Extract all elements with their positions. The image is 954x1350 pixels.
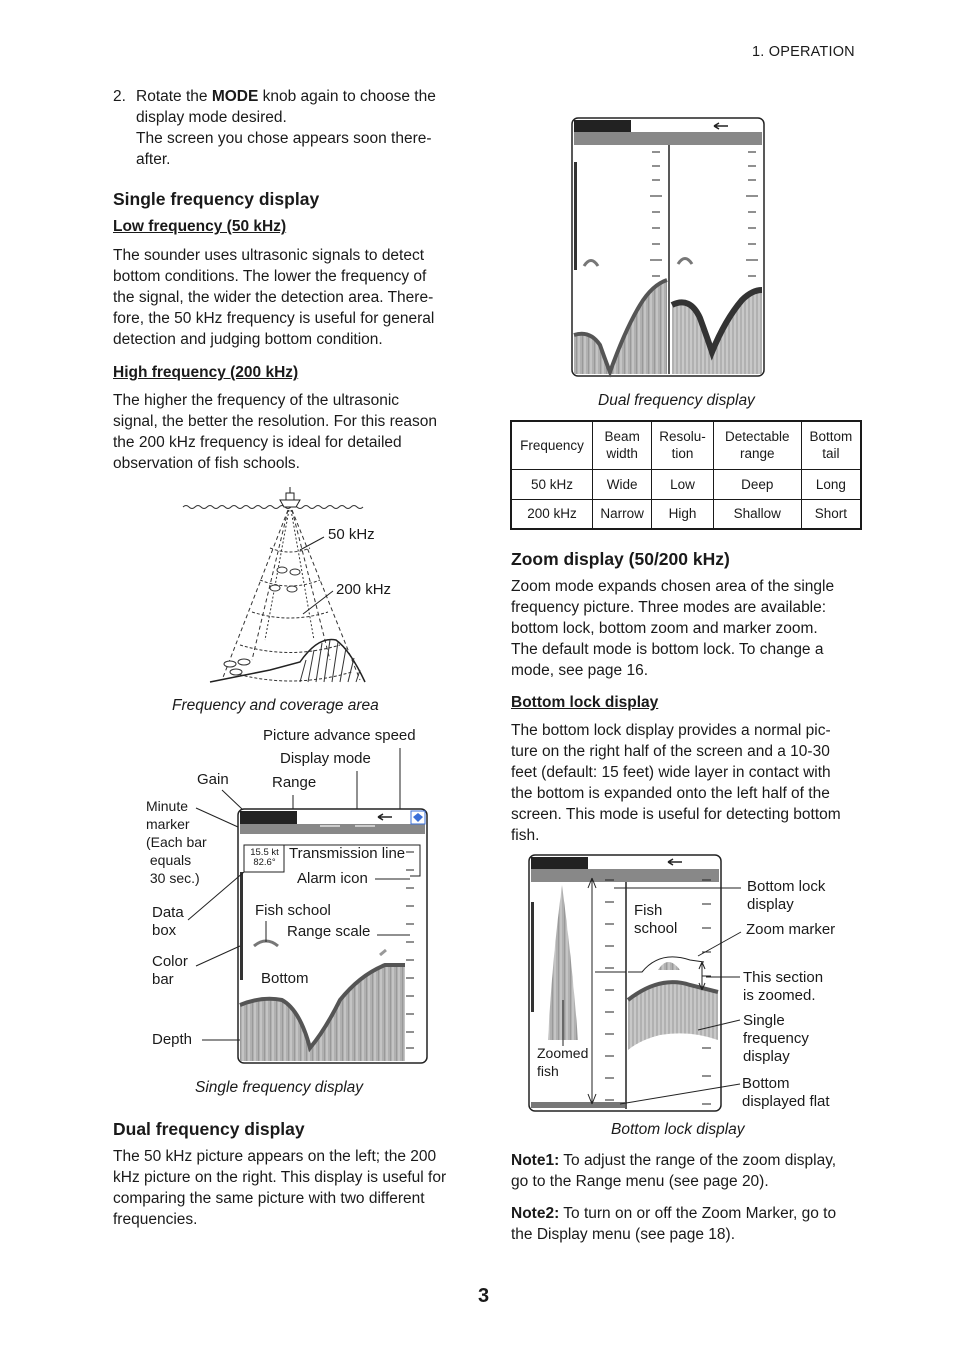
table-header-cell: Bottom tail <box>801 421 861 469</box>
table-cell: High <box>652 499 713 529</box>
table-cell: 50 kHz <box>511 469 593 499</box>
label-gain: Gain <box>197 771 229 788</box>
zoom-display-heading: Zoom display (50/200 kHz) <box>511 549 730 569</box>
label-zoomed-fish: Zoomed fish <box>537 1045 589 1079</box>
label-picture-advance-speed: Picture advance speed <box>263 727 416 744</box>
table-header-cell: Frequency <box>511 421 593 469</box>
note-2: Note2: To turn on or off the Zoom Marker, go to the Display menu (see page 18). <box>511 1205 837 1243</box>
bottom-lock-paragraph: The bottom lock display provides a normal pic- ture on the right half of the screen and a 10-30 feet (default: 15 feet) wide layer in contact with the bottom is expanded onto the left half of the screen. This mode is useful for detecting bottom fish. <box>511 722 841 844</box>
single-frequency-caption: Single frequency display <box>195 1079 364 1096</box>
high-frequency-paragraph: The higher the frequency of the ultrasonic signal, the better the resolution. For this reason the 200 kHz frequency is ideal for detailed observation of fish schools. <box>113 392 437 472</box>
label-bottom: Bottom <box>261 970 309 987</box>
label-depth: Depth <box>152 1031 193 1048</box>
label-bottom-lock-display: Bottom lock display <box>747 878 826 913</box>
single-frequency-heading: Single frequency display <box>113 189 320 209</box>
table-header-cell: Detectable range <box>713 421 801 469</box>
step-2-text: Rotate the MODE knob again to choose the display mode desired. The screen you chose appears soon there- after. <box>136 88 436 168</box>
label-alarm-icon: Alarm icon <box>297 870 368 887</box>
table-cell: 200 kHz <box>511 499 593 529</box>
label-fish-school: Fish school <box>255 902 331 919</box>
label-200khz: 200 kHz <box>336 581 392 598</box>
zoom-display-paragraph: Zoom mode expands chosen area of the single frequency picture. Three modes are available: bottom lock, bottom zoom and marker zoom. The default mode is bottom lock. To change a mode, see page 16. <box>511 578 835 679</box>
table-header-cell: Resolu- tion <box>652 421 713 469</box>
note-1: Note1: To adjust the range of the zoom display, go to the Range menu (see page 20). <box>511 1152 837 1190</box>
low-frequency-heading: Low frequency (50 kHz) <box>113 218 287 235</box>
data-box: 15.5 kt 82.6° <box>250 847 279 868</box>
bottom-lock-heading: Bottom lock display <box>511 694 659 711</box>
label-fish-school-right: Fish school <box>634 902 678 937</box>
table-header-cell: Beam width <box>593 421 652 469</box>
label-minute-marker: Minute marker (Each bar equals 30 sec.) <box>146 798 207 886</box>
label-bottom-displayed-flat: Bottom displayed flat <box>742 1075 830 1110</box>
coverage-caption: Frequency and coverage area <box>172 697 379 714</box>
dual-frequency-paragraph: The 50 kHz picture appears on the left; the 200 kHz picture on the right. This display is useful for comparing the same picture with two different frequencies. <box>113 1148 447 1228</box>
table-cell: Long <box>801 469 861 499</box>
label-display-mode: Display mode <box>280 750 371 767</box>
table-cell: Narrow <box>593 499 652 529</box>
table-cell: Wide <box>593 469 652 499</box>
page-number: 3 <box>478 1285 490 1307</box>
high-frequency-heading: High frequency (200 kHz) <box>113 364 299 381</box>
label-zoom-marker: Zoom marker <box>746 921 836 938</box>
table-cell: Low <box>652 469 713 499</box>
bottom-lock-caption: Bottom lock display <box>611 1121 745 1138</box>
label-range: Range <box>272 774 317 791</box>
table-cell: Shallow <box>713 499 801 529</box>
low-frequency-paragraph: The sounder uses ultrasonic signals to detect bottom conditions. The lower the frequency of the signal, the wider the detection area. There- fore, the 50 kHz frequency is useful for general detection and judging bottom condition. <box>113 247 435 348</box>
running-head: 1. OPERATION <box>752 44 855 60</box>
label-transmission-line: Transmission line <box>289 845 406 862</box>
table-cell: Deep <box>713 469 801 499</box>
dual-frequency-caption: Dual frequency display <box>598 392 755 409</box>
label-data-box: Data box <box>152 904 184 939</box>
label-single-frequency-display: Single frequency display <box>743 1012 809 1065</box>
label-color-bar: Color bar <box>152 953 188 988</box>
dual-frequency-heading: Dual frequency display <box>113 1119 305 1139</box>
label-range-scale: Range scale <box>287 923 371 940</box>
step-2-number: 2. <box>113 88 126 105</box>
label-this-section: This section is zoomed. <box>743 969 824 1004</box>
label-50khz: 50 kHz <box>328 526 375 543</box>
table-cell: Short <box>801 499 861 529</box>
